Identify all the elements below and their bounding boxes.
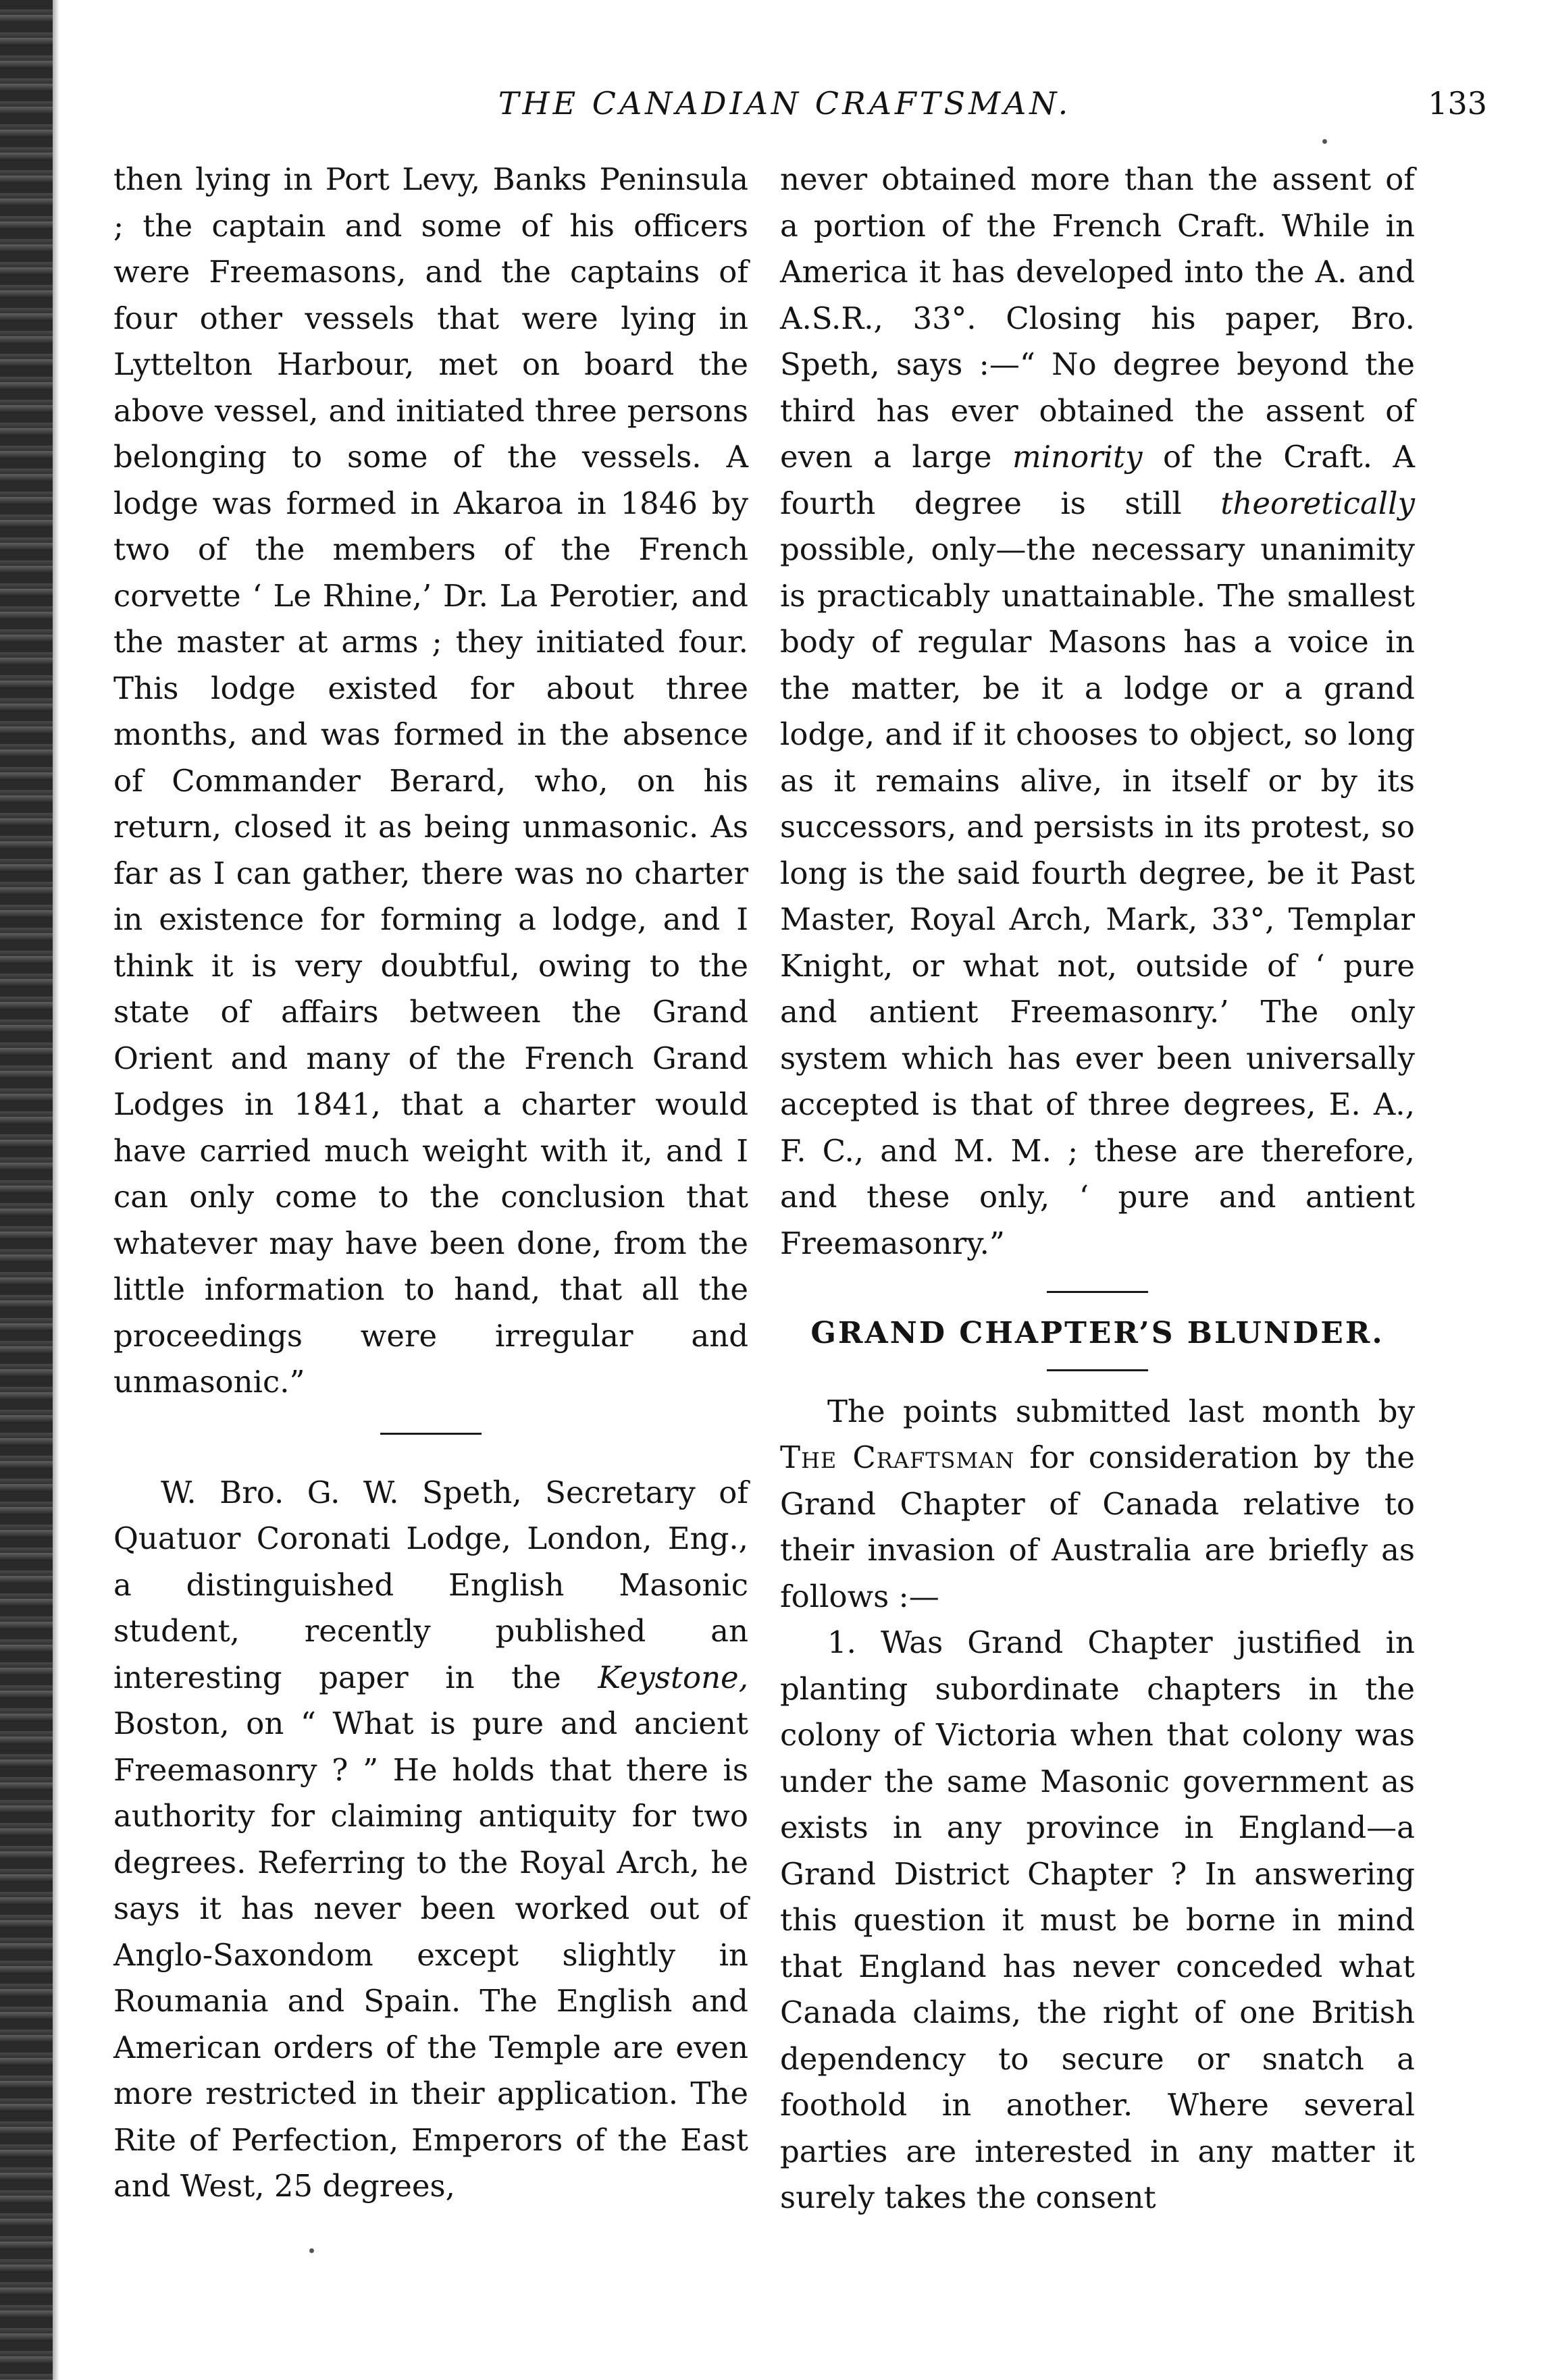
right-column <box>780 157 1415 2221</box>
theoretically-word: theoretically <box>1220 485 1415 521</box>
continuation-paragraph: then lying in Port Levy, Banks Peninsula ; the captain and some of his officers were Freemasons, and the captains of four other vessels that were lying in Lyttelton Harbour, met on board the above vessel, and initiated three persons belonging to some of the vessels. A lodge was formed in Akaroa in 1846 by two of the members of the French corvette ‘ Le Rhine,’ Dr. La Perotier, and the master at arms ; they initiated four. This lodge existed for about three months, and was formed in the absence of Commander Berard, who, on his return, closed it as being unmasonic. As far as I can gather, there was no charter in existence for forming a lodge, and I think it is very doubtful, owing to the state of affairs between the Grand Orient and many of the French Grand Lodges in 1841, that a charter would have carried much weight with it, and I can only come to the conclusion that whatever may have been done, from the little information to hand, that all the proceedings were irregular and unmasonic.” <box>113 161 748 1400</box>
speth-cont-text-3: possible, only—the necessary unanimity is practicably unattainable. The smallest body of regular Masons has a voice in the matter, be it a lodge or a grand lodge, and if it chooses to object, so long as it remains alive, in itself or by its successors, and persists in its protest, so long is the said fourth degree, be it Past Master, Royal Arch, Mark, 33°, Templar Knight, or what not, outside of ‘ pure and antient Freemasonry.’ The only system which has ever been universally accepted is that of three degrees, E. A., F. C., and M. M. ; these are therefore, and these only, ‘ pure and antient Freemasonry.” <box>780 531 1415 1261</box>
craftsman-name: The Craftsman <box>780 1439 1015 1475</box>
intro-text-1: The points submitted last month by <box>827 1393 1415 1429</box>
speth-continuation <box>780 157 1415 1267</box>
print-speck <box>1322 139 1327 144</box>
speth-paragraph <box>113 1470 748 2210</box>
intro-text-2: for consideration by the Grand Chapter of Canada relative to their invasion of Australia are briefly as follows :— <box>780 1439 1415 1614</box>
speth-text-1: W. Bro. G. W. Speth, Secretary of Quatuor Coronati Lodge, London, Eng., a distinguished English Masonic student, recently published an interesting paper in the <box>113 1474 748 1695</box>
binding-edge <box>0 0 53 2380</box>
minority-word: minority <box>1012 439 1143 475</box>
section-heading: GRAND CHAPTER’S BLUNDER. <box>810 1316 1384 1350</box>
print-speck <box>309 2248 314 2253</box>
point-one-paragraph: 1. Was Grand Chapter justified in planting subordinate chapters in the colony of Victoria when that colony was under the same Masonic government as exists in any province in England—a Grand District Chapter ? In answering this question it must be borne in mind that England has never conceded what Canada claims, the right of one British dependency to secure or snatch a foothold in another. Where several parties are interested in any matter it surely takes the consent <box>780 1624 1415 2215</box>
keystone-title: Keystone, <box>598 1659 748 1695</box>
page-number: 133 <box>1428 85 1487 122</box>
running-title: THE CANADIAN CRAFTSMAN. <box>498 85 1072 122</box>
left-column <box>113 157 748 2210</box>
speth-cont-text-2: of the Craft. A fourth degree is still <box>780 439 1415 521</box>
speth-text-2: Boston, on “ What is pure and ancient Freemasonry ? ” He holds that there is authority for claiming antiquity for two degrees. Referring to the Royal Arch, he says it has never been worked out of Anglo-Saxondom except slightly in Roumania and Spain. The English and American orders of the Temple are even more restricted in their application. The Rite of Perfection, Emperors of the East and West, 25 degrees, <box>113 1705 748 2204</box>
running-header <box>109 85 1487 139</box>
speth-cont-text-1: never obtained more than the assent of a portion of the French Craft. While in America it has developed into the A. and A.S.R., 33°. Closing his paper, Bro. Speth, says :—“ No degree beyond the third has ever obtained the assent of even a large <box>780 161 1415 475</box>
intro-paragraph <box>780 1389 1415 1620</box>
